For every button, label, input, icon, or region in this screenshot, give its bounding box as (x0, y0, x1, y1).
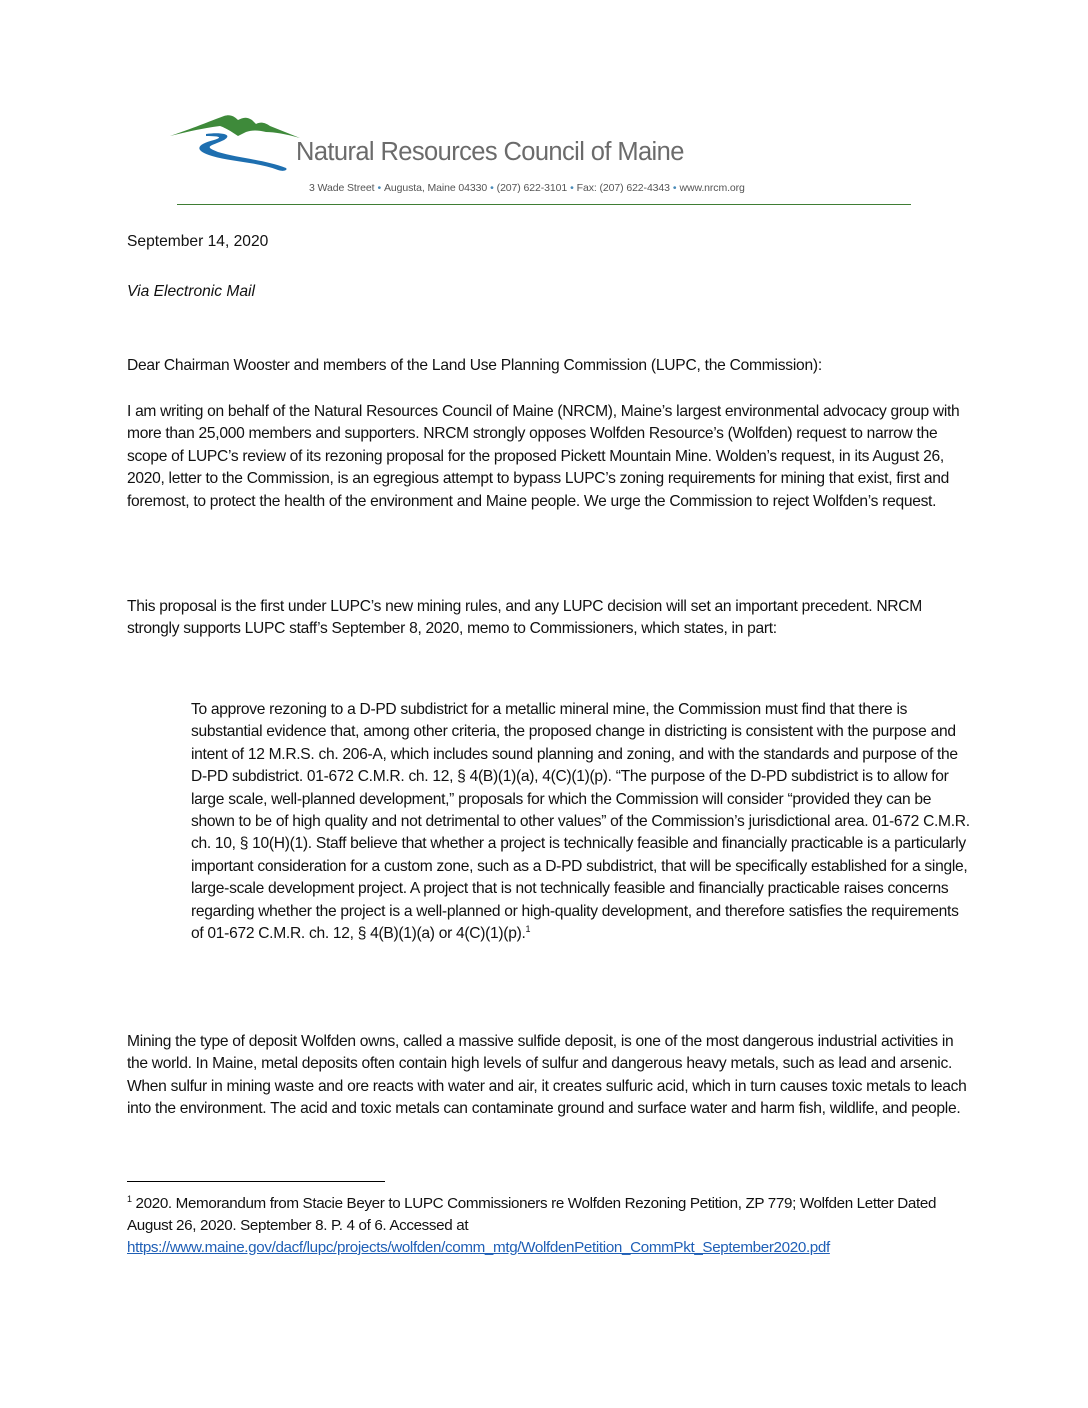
letterhead-divider (177, 204, 911, 205)
paragraph-precedent: This proposal is the first under LUPC’s new mining rules, and any LUPC decision will set an important precedent. NRCM strongly supports LUPC staff’s September 8, 2020, memo to Commissioners, which states, in part: (127, 598, 922, 638)
footnote-reference[interactable]: 1 (525, 924, 531, 935)
paragraph-intro: I am writing on behalf of the Natural Resources Council of Maine (NRCM), Maine’s largest environmental advocacy group with more than 25,000 members and supporters. NRCM strongly opposes Wolfden Resource’s (Wolfden) request to narrow the scope of LUPC’s review of its rezoning proposal for the proposed Pickett Mountain Mine. Wolden’s request, in its August 26, 2020, letter to the Commission, is an egregious attempt to bypass LUPC’s zoning requirements for mining that exist, first and foremost, to protect the health of the environment and Maine people. We urge the Commission to reject Wolfden’s request. (127, 403, 960, 510)
address-phone: (207) 622-3101 (496, 182, 568, 194)
block-quote (191, 699, 971, 945)
separator: • (377, 182, 382, 194)
footnote-text: 2020. Memorandum from Stacie Beyer to LUPC Commissioners re Wolfden Rezoning Petition, ZP 779; Wolfden Letter Dated August 26, 2020. September 8. P. 4 of 6. Accessed at (127, 1195, 937, 1234)
letter-date: September 14, 2020 (127, 233, 269, 250)
block-quote-text: To approve rezoning to a D-PD subdistrict for a metallic mineral mine, the Commission must find that there is substantial evidence that, among other criteria, the proposed change in districting is consistent with the purpose and intent of 12 M.R.S. ch. 206-A, which includes sound planning and zoning, and with the standards and purpose of the D-PD subdistrict. 01-672 C.M.R. ch. 12, § 4(B)(1)(a), 4(C)(1)(p). “The purpose of the D-PD subdistrict is to allow for large scale, well-planned development,” proposals for which the Commission will consider “provided they can be shown to be of high quality and not detrimental to other values” of the Commission’s jurisdictional area. 01-672 C.M.R. ch. 10, § 10(H)(1). Staff believe that whether a project is technically feasible and financially practicable is a particularly important consideration for a custom zone, such as a D-PD subdistrict, that will be specifically established for a single, large-scale development project. A project that is not technically feasible and financially practicable raises concerns regarding whether the project is a well-planned or high-quality development, and therefore satisfies the requirements of 01-672 C.M.R. ch. 12, § 4(B)(1)(a) or 4(C)(1)(p). (191, 701, 970, 943)
footnote (127, 1193, 977, 1259)
footnote-divider (127, 1181, 385, 1182)
address-website: www.nrcm.org (679, 182, 745, 194)
letterhead (160, 108, 920, 208)
organization-address (309, 182, 745, 194)
footnote-link[interactable]: https://www.maine.gov/dacf/lupc/projects/wolfden/comm_mtg/WolfdenPetition_CommPkt_September2020.pdf (127, 1239, 830, 1256)
address-city: Augusta, Maine 04330 (384, 182, 488, 194)
address-street: 3 Wade Street (309, 182, 375, 194)
separator: • (570, 182, 574, 194)
nrcm-logo-icon (168, 110, 308, 172)
salutation: Dear Chairman Wooster and members of the Land Use Planning Commission (LUPC, the Commission): (127, 357, 822, 374)
organization-name: Natural Resources Council of Maine (296, 138, 684, 166)
separator: • (672, 182, 677, 194)
delivery-method: Via Electronic Mail (127, 283, 255, 300)
separator: • (490, 182, 494, 194)
paragraph-mining-risks: Mining the type of deposit Wolfden owns, called a massive sulfide deposit, is one of the most dangerous industrial activities in the world. In Maine, metal deposits often contain high levels of sulfur and dangerous heavy metals, such as lead and arsenic. When sulfur in mining waste and ore reacts with water and air, it creates sulfuric acid, which in turn causes toxic metals to leach into the environment. The acid and toxic metals can contaminate ground and surface water and harm fish, wildlife, and people. (127, 1033, 967, 1118)
address-fax: Fax: (207) 622-4343 (576, 182, 670, 194)
footnote-number: 1 (127, 1194, 132, 1204)
